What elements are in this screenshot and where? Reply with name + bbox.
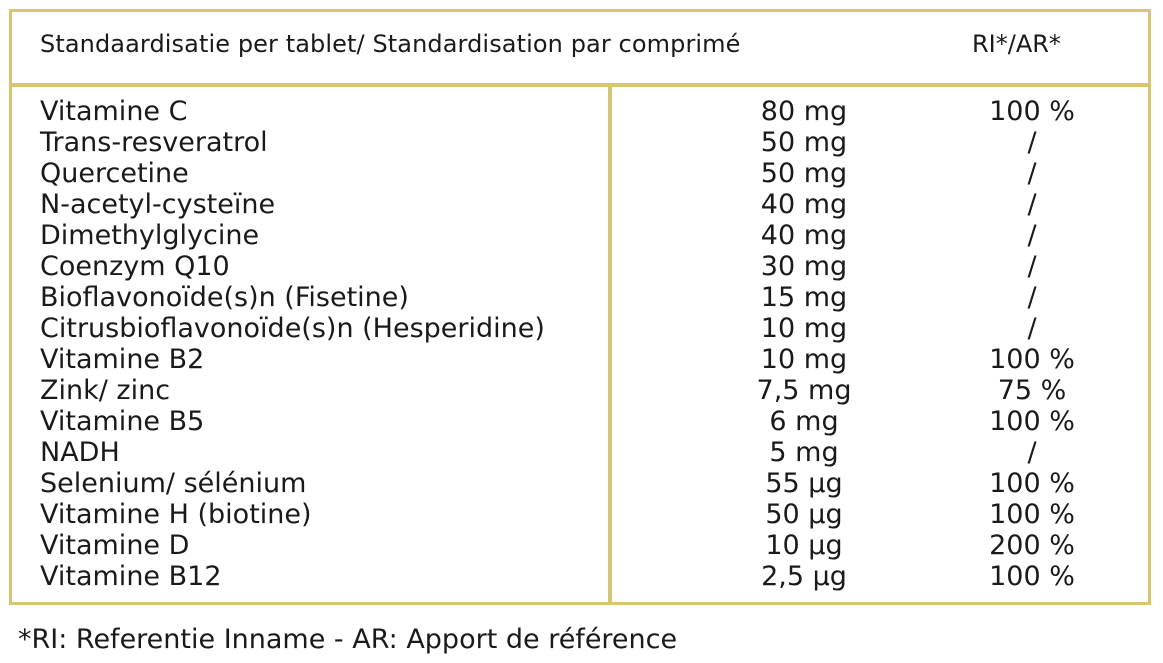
table-row (12, 189, 1148, 220)
table-row (12, 313, 1148, 344)
ingredient-name: NADH (40, 437, 120, 468)
ingredient-ri: 200 % (989, 530, 1075, 561)
ingredient-ri: 100 % (989, 344, 1075, 375)
ingredient-amount: 15 mg (760, 282, 848, 313)
ingredient-ri: 100 % (989, 96, 1075, 127)
ingredient-ri: / (1027, 189, 1037, 220)
ingredient-ri: / (1027, 251, 1037, 282)
ingredient-amount: 50 mg (760, 158, 848, 189)
ingredient-amount: 2,5 µg (761, 561, 847, 592)
ingredient-amount: 80 mg (760, 96, 848, 127)
ingredient-amount: 50 µg (765, 499, 843, 530)
ingredient-name: Quercetine (40, 158, 189, 189)
ingredient-amount: 10 mg (760, 344, 848, 375)
ingredient-amount: 5 mg (769, 437, 839, 468)
table-row (12, 375, 1148, 406)
ingredient-name: Citrusbioflavonoïde(s)n (Hesperidine) (40, 313, 545, 344)
nutrition-table (9, 9, 1151, 605)
table-row (12, 406, 1148, 437)
ingredient-ri: 100 % (989, 406, 1075, 437)
ingredient-ri: / (1027, 158, 1037, 189)
table-row (12, 220, 1148, 251)
ingredient-amount: 50 mg (760, 127, 848, 158)
header-ri-label: RI*/AR* (972, 30, 1061, 58)
table-row (12, 282, 1148, 313)
ingredient-name: Vitamine H (biotine) (40, 499, 312, 530)
table-row (12, 158, 1148, 189)
ingredient-amount: 55 µg (765, 468, 843, 499)
ingredient-name: Selenium/ sélénium (40, 468, 307, 499)
ingredient-name: Dimethylglycine (40, 220, 260, 251)
table-row (12, 561, 1148, 592)
ingredient-name: Coenzym Q10 (40, 251, 230, 282)
ingredient-name: Trans-resveratrol (40, 127, 268, 158)
footnote: *RI: Referentie Inname - AR: Apport de référence (18, 624, 678, 655)
ingredient-ri: 100 % (989, 468, 1075, 499)
ingredient-ri: 100 % (989, 499, 1075, 530)
ingredient-name: Vitamine C (40, 96, 188, 127)
ingredient-ri: / (1027, 437, 1037, 468)
ingredient-ri: / (1027, 220, 1037, 251)
ingredient-ri: 75 % (997, 375, 1067, 406)
ingredient-amount: 10 mg (760, 313, 848, 344)
table-header (12, 12, 1148, 87)
ingredient-amount: 40 mg (760, 220, 848, 251)
ingredient-name: Bioflavonoïde(s)n (Fisetine) (40, 282, 409, 313)
ingredient-ri: / (1027, 313, 1037, 344)
table-body (12, 96, 1148, 592)
header-title: Standaardisatie per tablet/ Standardisation par comprimé (40, 30, 741, 58)
table-row (12, 251, 1148, 282)
ingredient-ri: / (1027, 282, 1037, 313)
ingredient-name: Vitamine D (40, 530, 190, 561)
table-row (12, 344, 1148, 375)
ingredient-name: Vitamine B12 (40, 561, 222, 592)
ingredient-amount: 7,5 mg (756, 375, 852, 406)
ingredient-amount: 6 mg (769, 406, 839, 437)
table-row (12, 437, 1148, 468)
ingredient-name: Vitamine B2 (40, 344, 205, 375)
table-row (12, 96, 1148, 127)
table-row (12, 499, 1148, 530)
table-row (12, 468, 1148, 499)
ingredient-amount: 40 mg (760, 189, 848, 220)
ingredient-ri: / (1027, 127, 1037, 158)
ingredient-amount: 30 mg (760, 251, 848, 282)
ingredient-name: Vitamine B5 (40, 406, 205, 437)
ingredient-name: N-acetyl-cysteïne (40, 189, 276, 220)
table-row (12, 530, 1148, 561)
ingredient-amount: 10 µg (765, 530, 843, 561)
table-row (12, 127, 1148, 158)
ingredient-name: Zink/ zinc (40, 375, 171, 406)
ingredient-ri: 100 % (989, 561, 1075, 592)
